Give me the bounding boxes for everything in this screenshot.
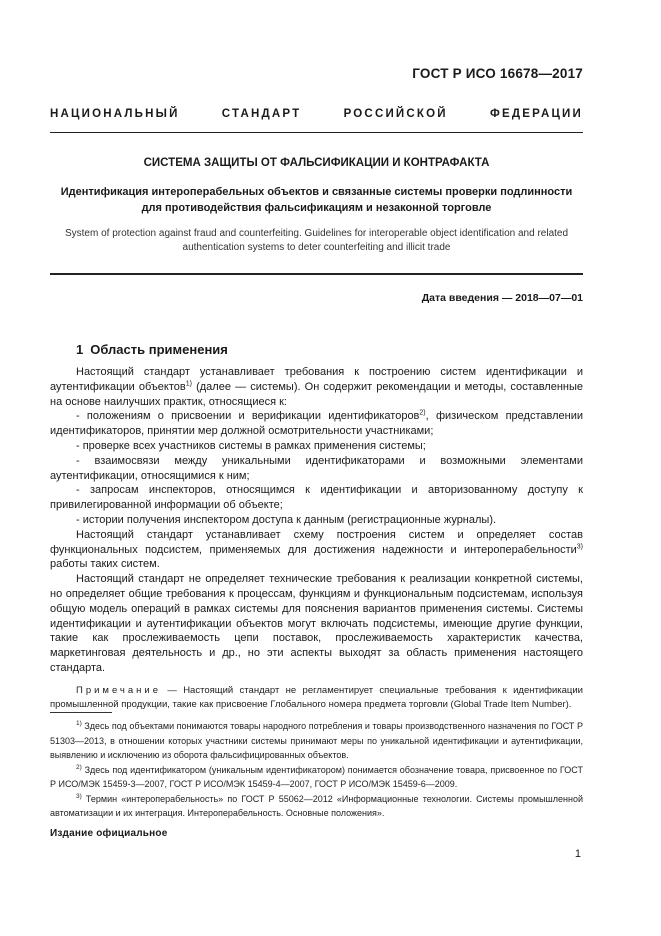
effective-date: Дата введения — 2018—07—01 — [421, 292, 583, 304]
bullet-1: - положениям о присвоении и верификации идентификаторов$^{2)}$, физическом представлении идентификаторов, принятии мер должной осмотрительности участниками; — [50, 409, 583, 438]
section-title: Область применения — [90, 342, 228, 357]
bullet-4: - запросам инспекторов, относящимся к идентификации и авторизованному доступу к привилегированной информации об объекте; — [50, 484, 583, 512]
english-title — [50, 227, 583, 255]
edition-label: Издание официальное — [50, 828, 168, 839]
page-number: 1 — [574, 848, 581, 860]
footnote-2: $^{2)}$ Здесь под идентификатором (уникальным идентификатором) понимается обозначение товара, присвоенное по ГОСТ Р ИСО/МЭК 15459-3—2007, ГОСТ Р ИСО/МЭК 15459-4—2007, ГОСТ Р ИСО/МЭК 15459-6—2009. — [50, 763, 583, 789]
footnote-3: $^{3)}$ Термин «интероперабельность» по ГОСТ Р 55062—2012 «Информационные технологии. Системы промышленной автоматизации и их интеграция. Интероперабельность. Основные положения». — [50, 792, 583, 818]
footnote-1: $^{1)}$ Здесь под объектами понимаются товары народного потребления и товары производственного назначения по ГОСТ Р 51303—2013, в отношении которых участники системы принимают меры по уникальной идентификации и аутентификации, выявлению и исключению из оборота фальсифицированных объектов. — [50, 720, 583, 760]
bullet-5: - истории получения инспектором доступа к данным (регистрационные журналы). — [76, 513, 497, 526]
paragraph-2: Настоящий стандарт устанавливает схему построения систем и определяет состав функциональных подсистем, применяемых для достижения надежности и интероперабельности$^{3)}$ работы таких систем. — [50, 528, 583, 571]
english-title-line-2: authentication systems to deter counterfeiting and illicit trade — [182, 242, 451, 253]
national-standard-banner: НАЦИОНАЛЬНЫЙ СТАНДАРТ РОССИЙСКОЙ ФЕДЕРАЦИИ — [50, 108, 583, 120]
title-rule — [50, 273, 583, 275]
bullet-3: - взаимосвязи между уникальными идентификаторами и возможными элементами аутентификации, относящимися к ним; — [50, 454, 583, 482]
paragraph-1: Настоящий стандарт устанавливает требования к построению систем идентификации и аутентификации объектов$^{1)}$ (далее — системы). Он содержит рекомендации и методы, составленные на основе наилучших практик, относящиеся к: — [50, 366, 583, 408]
subtitle-line-1: Идентификация интероперабельных объектов и связанные системы проверки подлинности — [60, 186, 573, 198]
standard-title: СИСТЕМА ЗАЩИТЫ ОТ ФАЛЬСИФИКАЦИИ И КОНТРАФАКТА — [143, 157, 490, 169]
english-title-line-1: System of protection against fraud and counterfeiting. Guidelines for interoperable object identification and related — [64, 228, 569, 239]
note-label: Примечание — [76, 684, 161, 696]
note-text: — Настоящий стандарт не регламентирует специальные требования к идентификации промышленной продукции, такие как присвоение Глобального номера предмета торговли (Global Trade Item Number). — [50, 684, 583, 710]
paragraph-3: Настоящий стандарт не определяет технические требования к реализации конкретной системы, но определяет общие требования к процессам, функциям и функциональным подсистемам, используя общую модель операций в рамках системы для пояснения вариантов применения системы. Системы идентификации и аутентификации объектов могут включать подсистемы, имеющие другие функции, такие как прослеживаемость цепи поставок, прослеживаемость характеристик качества, маркетинговая деятельность и др., но эти аспекты выходят за область применения настоящего стандарта. — [50, 573, 583, 674]
subtitle-line-2: для противодействия фальсификациям и незаконной торговле — [141, 202, 492, 214]
note — [50, 684, 583, 712]
document-code: ГОСТ Р ИСО 16678—2017 — [412, 66, 583, 81]
footnote-ref-2[interactable]: 2) — [419, 409, 426, 417]
footnote-ref-3[interactable]: 3) — [576, 542, 583, 550]
section-number: 1 — [76, 342, 84, 357]
footnote-rule — [50, 712, 112, 713]
header-rule — [50, 132, 583, 133]
section-body — [50, 365, 583, 712]
standard-subtitle — [50, 184, 583, 216]
bullet-2: - проверке всех участников системы в рамках применения системы; — [76, 439, 426, 452]
footnotes — [50, 719, 583, 821]
section-heading — [76, 342, 228, 357]
footnote-ref-1[interactable]: 1) — [185, 380, 192, 388]
